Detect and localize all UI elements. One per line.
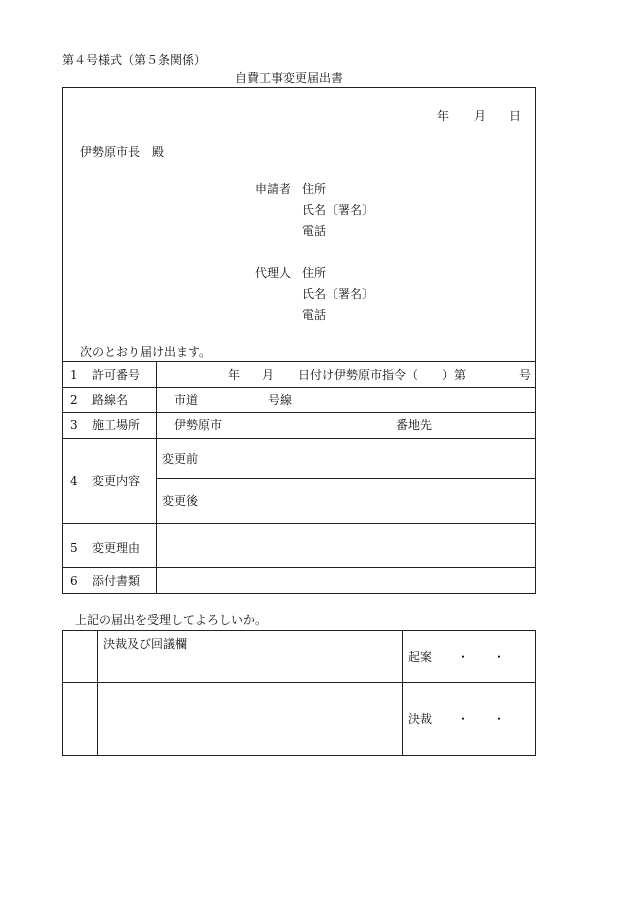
decided-date-dots: ・ ・	[457, 712, 506, 726]
approval-row-divider	[62, 682, 536, 683]
change-after-label: 変更後	[162, 494, 199, 508]
approval-column-divider	[402, 630, 403, 756]
decision-header: 決裁及び回議欄	[103, 637, 188, 651]
agent-address-label: 住所	[302, 266, 327, 280]
approval-column-divider	[97, 630, 98, 756]
permit-year: 年	[228, 368, 241, 382]
label-column-divider	[156, 361, 157, 594]
agent-phone-label: 電話	[302, 308, 327, 322]
agent-label: 代理人	[255, 266, 292, 280]
row-number: 4	[70, 474, 78, 488]
intro-text: 次のとおり届け出ます。	[80, 345, 212, 359]
permit-number-suffix: 号	[519, 368, 532, 382]
drafted-label: 起案	[408, 650, 433, 664]
document-title: 自費工事変更届出書	[235, 71, 344, 85]
permit-month: 月	[262, 368, 275, 382]
agent-name-label: 氏名〔署名〕	[302, 287, 375, 301]
route-suffix: 号線	[268, 393, 293, 407]
date-year: 年	[437, 109, 450, 123]
row-divider	[62, 438, 536, 439]
site-city: 伊勢原市	[174, 418, 223, 432]
row-label: 許可番号	[92, 368, 141, 382]
addressee: 伊勢原市長 殿	[80, 145, 165, 159]
application-form	[62, 87, 536, 594]
applicant-name-label: 氏名〔署名〕	[302, 203, 375, 217]
row-divider	[62, 523, 536, 524]
row-divider	[62, 387, 536, 388]
date-day: 日	[509, 109, 522, 123]
applicant-address-label: 住所	[302, 182, 327, 196]
row-label: 路線名	[92, 393, 129, 407]
row-label: 施工場所	[92, 418, 141, 432]
site-suffix: 番地先	[396, 418, 433, 432]
row-number: 2	[70, 393, 78, 407]
row-number: 3	[70, 418, 78, 432]
change-divider	[156, 478, 536, 479]
row-number: 6	[70, 574, 78, 588]
row-divider	[62, 567, 536, 568]
row-number: 1	[70, 368, 78, 382]
decided-label: 決裁	[408, 712, 433, 726]
applicant-phone-label: 電話	[302, 224, 327, 238]
drafted-date-dots: ・ ・	[457, 650, 506, 664]
row-label: 変更内容	[92, 474, 141, 488]
approval-note: 上記の届出を受理してよろしいか。	[75, 613, 268, 627]
table-top-border	[62, 361, 536, 362]
date-month: 月	[474, 109, 487, 123]
form-number: 第４号様式（第５条関係）	[62, 53, 207, 67]
change-before-label: 変更前	[162, 452, 199, 466]
row-label: 添付書類	[92, 574, 141, 588]
applicant-label: 申請者	[255, 182, 292, 196]
route-prefix: 市道	[174, 393, 199, 407]
permit-designation: 日付け伊勢原市指令（ ）第	[298, 368, 467, 382]
row-label: 変更理由	[92, 541, 141, 555]
row-divider	[62, 412, 536, 413]
row-number: 5	[70, 541, 78, 555]
